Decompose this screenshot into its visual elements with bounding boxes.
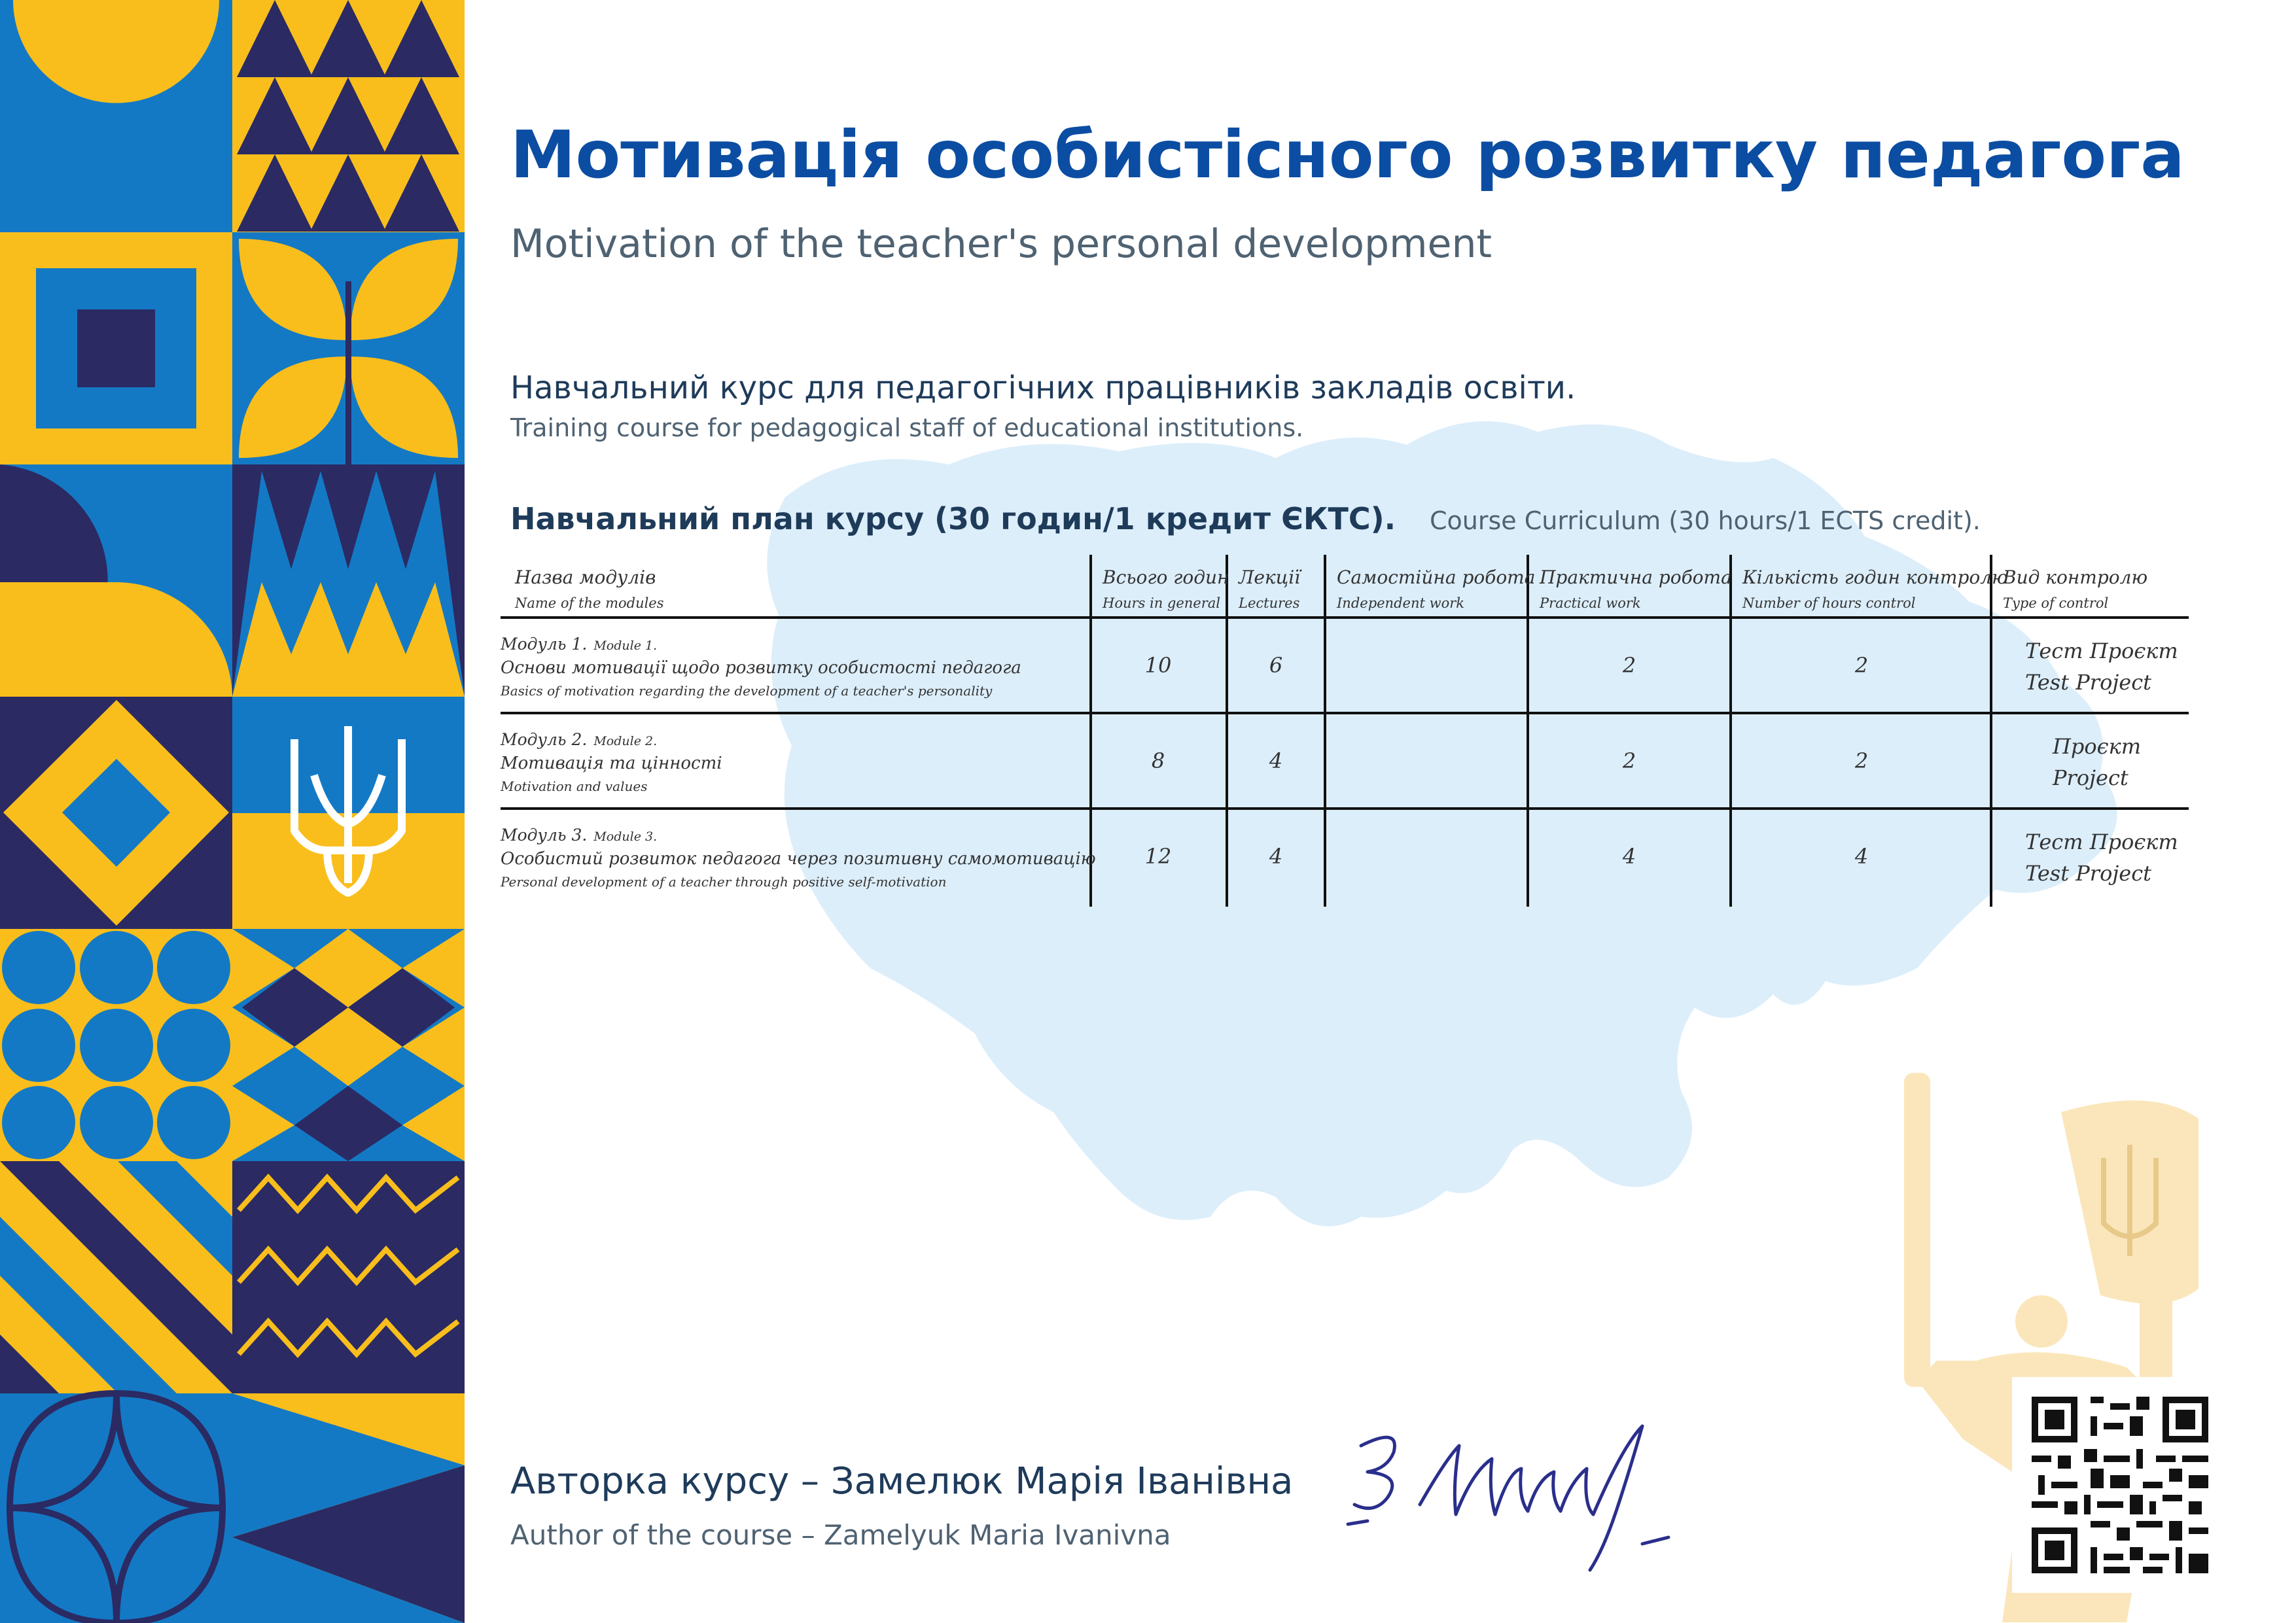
table-column-rule — [1527, 555, 1529, 907]
table-row-rule — [501, 807, 2189, 810]
author-name-en: Author of the course – Zamelyuk Maria Ivanivna — [510, 1519, 1171, 1551]
control-type-en: Test Project — [2025, 670, 2151, 695]
lecture-hours: 4 — [1269, 748, 1283, 773]
column-header-total-en: Hours in general — [1103, 595, 1220, 611]
control-type-ua: Тест Проєкт — [2025, 638, 2178, 663]
curriculum-table — [501, 555, 2189, 907]
control-hours: 4 — [1854, 844, 1869, 869]
control-type-en: Test Project — [2025, 861, 2151, 886]
table-header-rule — [501, 616, 2189, 619]
column-header-lectures: Лекції — [1239, 567, 1301, 588]
module-name-ua: Основи мотивації щодо розвитку особистості педагога — [501, 658, 1021, 678]
total-hours: 10 — [1144, 653, 1172, 678]
module-name-en: Motivation and values — [501, 778, 648, 794]
column-header-control-hours: Кількість годин контролю — [1742, 567, 2008, 588]
control-type-en: Project — [2053, 765, 2128, 790]
column-header-control-type: Вид контролю — [2003, 567, 2148, 588]
module-label-en: Module 3. — [593, 829, 658, 844]
page-subtitle: Motivation of the teacher's personal development — [510, 221, 1492, 267]
table-column-rule — [1324, 555, 1326, 907]
column-header-practical-en: Practical work — [1540, 595, 1641, 611]
column-header-modules-en: Name of the modules — [515, 595, 664, 611]
page-title: Мотивація особистісного розвитку педагога — [510, 116, 2185, 193]
column-header-independent: Самостійна робота — [1337, 567, 1536, 588]
module-label-en: Module 2. — [593, 734, 658, 748]
module-name-en: Personal development of a teacher through positive self-motivation — [501, 874, 947, 890]
column-header-modules: Назва модулів — [515, 567, 656, 588]
curriculum-title-ua: Навчальний план курсу (30 годин/1 кредит ЄКТС). — [510, 501, 1396, 536]
course-description-ua: Навчальний курс для педагогічних працівників закладів освіти. — [510, 370, 1576, 406]
column-header-practical: Практична робота — [1540, 567, 1732, 588]
qr-code — [2012, 1377, 2228, 1593]
total-hours: 12 — [1144, 844, 1172, 869]
column-header-lectures-en: Lectures — [1239, 595, 1300, 611]
qr-code-icon — [2012, 1377, 2228, 1593]
decorative-ornament-column — [0, 0, 465, 1623]
lecture-hours: 6 — [1269, 653, 1283, 678]
lecture-hours: 4 — [1269, 844, 1283, 869]
control-hours: 2 — [1854, 748, 1869, 773]
control-type-ua: Тест Проєкт — [2025, 829, 2178, 854]
course-description-en: Training course for pedagogical staff of educational institutions. — [510, 413, 1304, 442]
module-name-ua: Особистий розвиток педагога через позитивну самомотивацію — [501, 849, 1096, 869]
author-signature — [1341, 1406, 1682, 1577]
total-hours: 8 — [1151, 748, 1165, 773]
module-label-en: Module 1. — [593, 638, 658, 653]
table-column-rule — [1990, 555, 1992, 907]
table-column-rule — [1729, 555, 1732, 907]
module-name-ua: Мотивація та цінності — [501, 754, 722, 773]
table-row-rule — [501, 712, 2189, 714]
module-name-en: Basics of motivation regarding the development of a teacher's personality — [501, 683, 993, 699]
module-label: Модуль 3. — [501, 826, 588, 845]
column-header-control-hours-en: Number of hours control — [1742, 595, 1916, 611]
column-header-control-type-en: Type of control — [2003, 595, 2109, 611]
practical-hours: 4 — [1622, 844, 1636, 869]
control-hours: 2 — [1854, 653, 1869, 678]
module-label: Модуль 1. — [501, 635, 588, 654]
column-header-independent-en: Independent work — [1337, 595, 1464, 611]
module-label: Модуль 2. — [501, 730, 588, 749]
control-type-ua: Проєкт — [2053, 734, 2142, 759]
table-column-rule — [1226, 555, 1228, 907]
author-name-ua: Авторка курсу – Замелюк Марія Іванівна — [510, 1460, 1294, 1503]
curriculum-title-en: Course Curriculum (30 hours/1 ECTS credit). — [1430, 506, 1981, 535]
practical-hours: 2 — [1622, 653, 1636, 678]
practical-hours: 2 — [1622, 748, 1636, 773]
column-header-total: Всього годин — [1103, 567, 1229, 588]
